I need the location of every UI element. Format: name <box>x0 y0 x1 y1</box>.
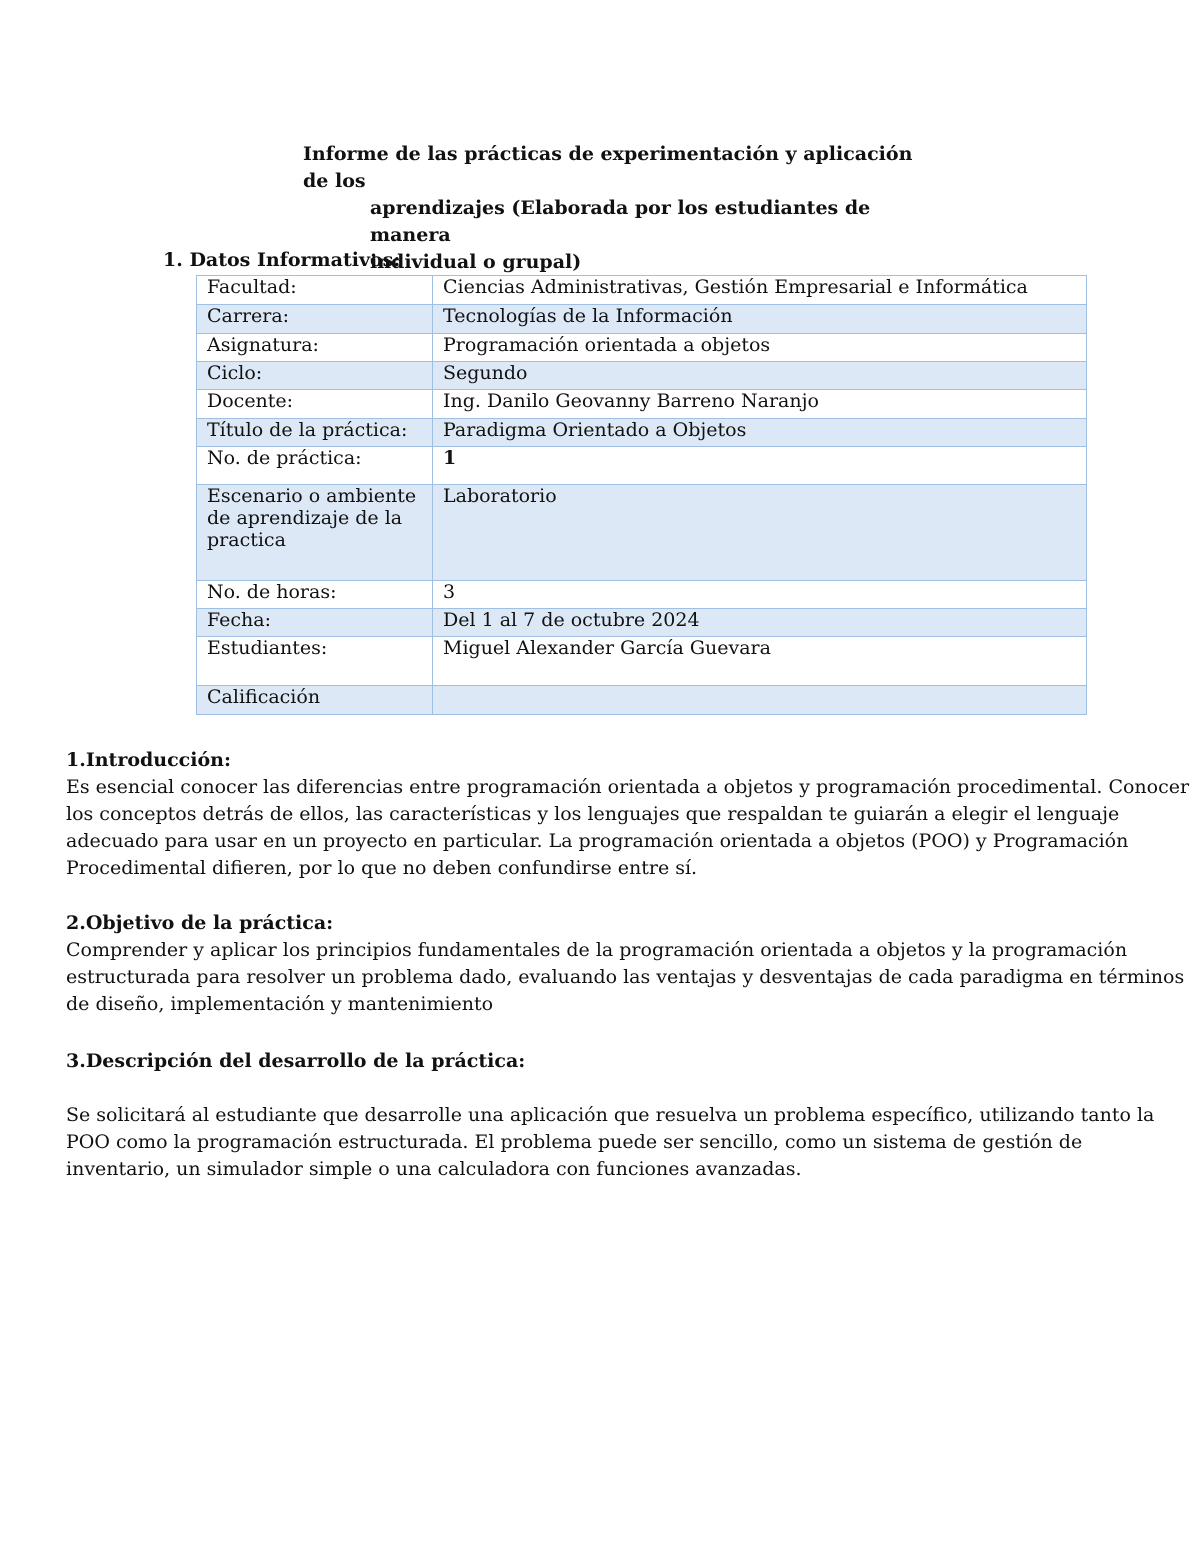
row-value: Del 1 al 7 de octubre 2024 <box>433 609 1087 637</box>
descripcion-heading: 3.Descripción del desarrollo de la práctica: <box>66 1050 526 1072</box>
table-row <box>197 485 1087 581</box>
objetivo-heading: 2.Objetivo de la práctica: <box>66 912 334 934</box>
row-label: Facultad: <box>197 276 433 305</box>
objetivo-text: Comprender y aplicar los principios fundamentales de la programación orientada a objetos y la programación estructurada para resolver un problema dado, evaluando las ventajas y desventajas de cada paradigma en términos de diseño, implementación y mantenimiento <box>66 939 1185 1015</box>
row-value: 3 <box>433 581 1087 609</box>
row-value: Paradigma Orientado a Objetos <box>433 419 1087 447</box>
row-label: Asignatura: <box>197 334 433 362</box>
row-label: No. de práctica: <box>197 447 433 485</box>
introduccion-section <box>66 747 1190 882</box>
table-row <box>197 276 1087 305</box>
row-label: Fecha: <box>197 609 433 637</box>
table-row <box>197 305 1087 334</box>
row-value: Ciencias Administrativas, Gestión Empresarial e Informática <box>433 276 1087 305</box>
table-row <box>197 390 1087 419</box>
table-row <box>197 609 1087 637</box>
row-label: Título de la práctica: <box>197 419 433 447</box>
row-value: Segundo <box>433 362 1087 390</box>
title-line-1: Informe de las prácticas de experimentación y aplicación de los <box>303 143 913 192</box>
row-label: Carrera: <box>197 305 433 334</box>
table-row <box>197 581 1087 609</box>
row-value: Miguel Alexander García Guevara <box>433 637 1087 686</box>
row-value <box>433 686 1087 715</box>
row-value: 1 <box>433 447 1087 485</box>
table-row <box>197 686 1087 715</box>
row-value: Tecnologías de la Información <box>433 305 1087 334</box>
row-value: Programación orientada a objetos <box>433 334 1087 362</box>
table-row <box>197 447 1087 485</box>
datos-informativos-table <box>196 275 1087 715</box>
datos-informativos-heading: 1. Datos Informativos: <box>163 249 401 271</box>
row-label: No. de horas: <box>197 581 433 609</box>
row-label: Calificación <box>197 686 433 715</box>
row-label: Estudiantes: <box>197 637 433 686</box>
table-row <box>197 362 1087 390</box>
descripcion-text: Se solicitará al estudiante que desarrolle una aplicación que resuelva un problema específico, utilizando tanto la POO como la programación estructurada. El problema puede ser sencillo, como un sistema de gestión de inventario, un simulador simple o una calculadora con funciones avanzadas. <box>66 1104 1155 1180</box>
table-row <box>197 419 1087 447</box>
row-label: Escenario o ambiente de aprendizaje de la practica <box>197 485 433 581</box>
row-value: Laboratorio <box>433 485 1087 581</box>
row-value: Ing. Danilo Geovanny Barreno Naranjo <box>433 390 1087 419</box>
title-line-3: individual o grupal) <box>370 251 582 273</box>
row-label: Ciclo: <box>197 362 433 390</box>
introduccion-text: Es esencial conocer las diferencias entre programación orientada a objetos y programación procedimental. Conocer los conceptos detrás de ellos, las características y los lenguajes que respaldan te guiarán a elegir el lenguaje adecuado para usar en un proyecto en particular. La programación orientada a objetos (POO) y Programación Procedimental difieren, por lo que no deben confundirse entre sí. <box>66 776 1190 879</box>
descripcion-section <box>66 1048 1190 1183</box>
table-row <box>197 637 1087 686</box>
row-label: Docente: <box>197 390 433 419</box>
table-row <box>197 334 1087 362</box>
objetivo-section <box>66 910 1190 1018</box>
introduccion-heading: 1.Introducción: <box>66 749 231 771</box>
title-line-2: aprendizajes (Elaborada por los estudiantes de manera <box>370 197 871 246</box>
